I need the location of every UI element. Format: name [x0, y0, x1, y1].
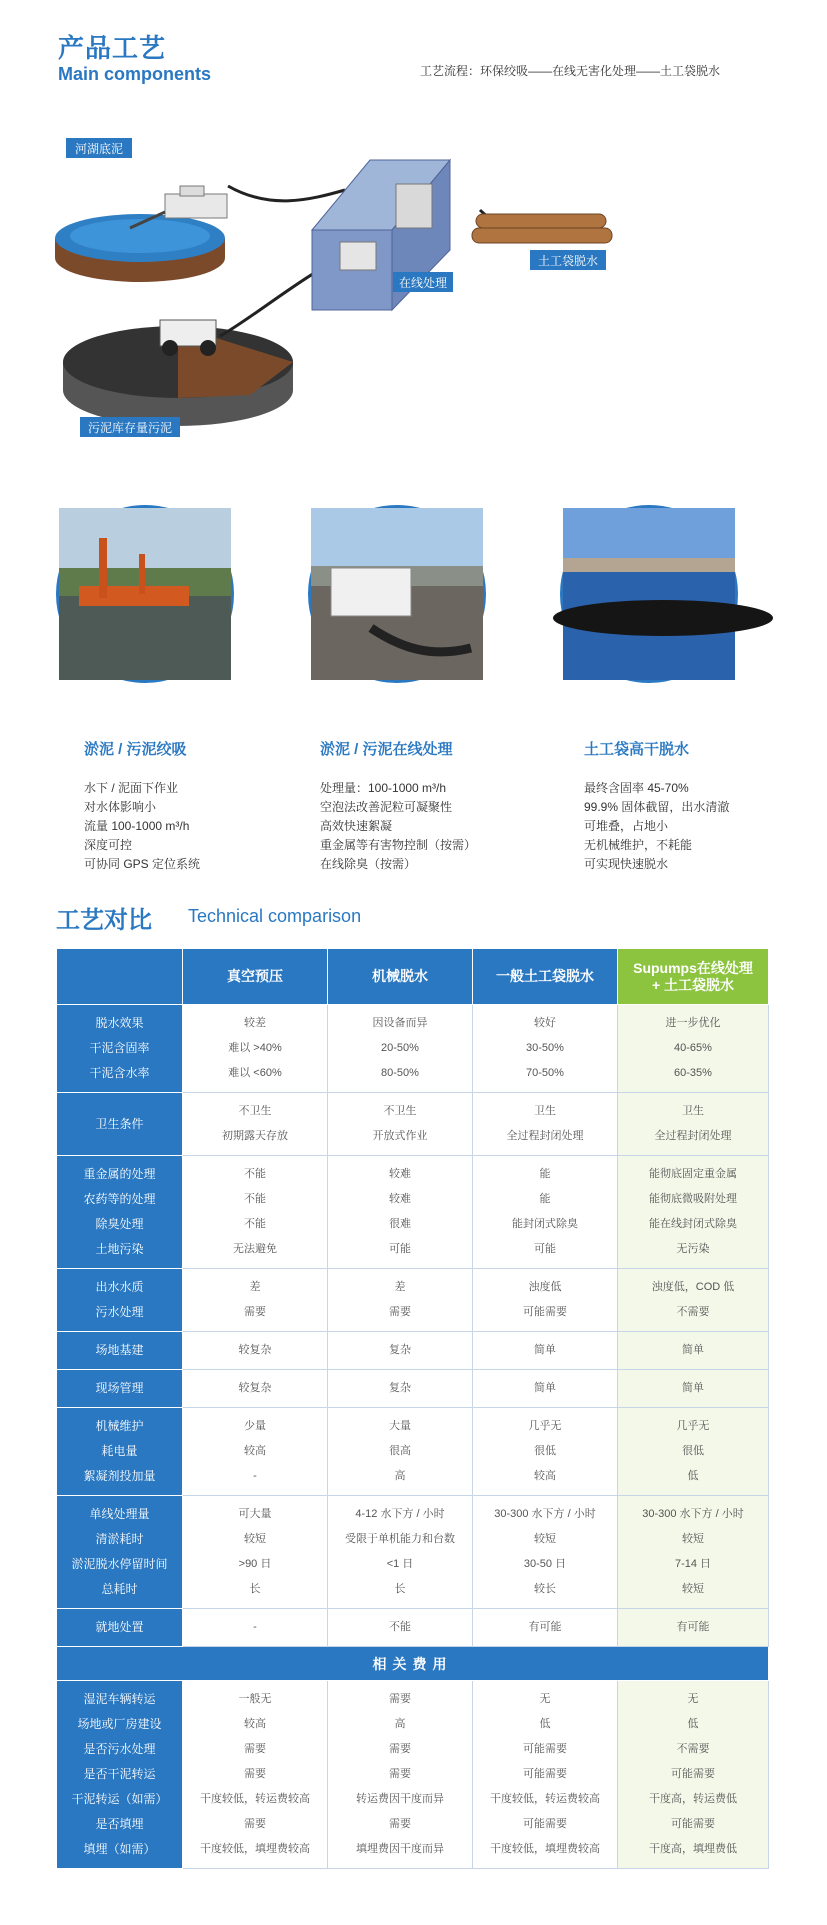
- cell-value: 可能: [389, 1243, 411, 1255]
- cell-value: 需要: [244, 1306, 266, 1318]
- feature-line: 高效快速絮凝: [320, 819, 393, 833]
- table-row: [57, 1609, 769, 1647]
- row-label: 絮凝剂投加量: [83, 1469, 156, 1483]
- table-cell: [618, 1681, 769, 1869]
- table-row: [57, 1332, 769, 1370]
- header-supumps-line1: Supumps在线处理: [633, 959, 753, 976]
- feature-geotube: [584, 738, 804, 874]
- cell-value: 较高: [244, 1445, 266, 1457]
- table-cell: [328, 1005, 473, 1093]
- table-cell: [328, 1093, 473, 1156]
- cell-value: 7-14 日: [674, 1558, 712, 1570]
- table-cell: [473, 1408, 618, 1496]
- cell-value: 不卫生: [383, 1105, 417, 1117]
- feature-line: 可堆叠，占地小: [584, 819, 669, 833]
- cell-value: 很低: [534, 1445, 556, 1457]
- header-mechanical: 机械脱水: [328, 949, 473, 1005]
- table-cell: [328, 1408, 473, 1496]
- page-title: 产品工艺: [58, 33, 167, 63]
- cell-value: -: [253, 1621, 257, 1633]
- geotube-illustration: [472, 214, 612, 243]
- feature-line: 深度可控: [84, 838, 133, 852]
- row-label-cell: [57, 1269, 183, 1332]
- cell-value: 干度较低，转运费较高: [490, 1793, 600, 1805]
- row-label-cell: [57, 1332, 183, 1370]
- cell-value: 30-50 日: [523, 1558, 567, 1570]
- comparison-table: [56, 948, 769, 1869]
- cell-value: 可能需要: [523, 1768, 567, 1780]
- table-row: [57, 1408, 769, 1496]
- feature-line: 对水体影响小: [84, 800, 157, 814]
- cell-value: 简单: [682, 1382, 704, 1394]
- row-label: 出水水质: [95, 1280, 144, 1294]
- feature-line: 无机械维护，不耗能: [584, 838, 693, 852]
- photo-online-treatment: [308, 505, 486, 683]
- cell-value: 能在线封闭式除臭: [649, 1218, 737, 1230]
- cell-value: 几乎无: [676, 1420, 710, 1432]
- cell-value: 可能需要: [523, 1306, 567, 1318]
- cell-value: >90 日: [238, 1558, 272, 1570]
- row-label: 是否干泥转运: [83, 1767, 156, 1781]
- cell-value: 无: [687, 1693, 699, 1705]
- row-label: 干泥含固率: [89, 1041, 150, 1055]
- table-cell: [183, 1408, 328, 1496]
- row-label: 农药等的处理: [83, 1192, 156, 1206]
- cell-value: 80-50%: [381, 1067, 419, 1079]
- table-cell: [183, 1005, 328, 1093]
- cell-value: 干度高，转运费低: [649, 1793, 737, 1805]
- page-subtitle: Main components: [58, 64, 212, 84]
- table-cell: [618, 1005, 769, 1093]
- cell-value: 大量: [389, 1420, 411, 1432]
- table-cell: [183, 1496, 328, 1609]
- cell-value: 能: [539, 1193, 551, 1205]
- cell-value: 卫生: [534, 1105, 556, 1117]
- feature-line: 可协同 GPS 定位系统: [84, 857, 201, 871]
- row-label: 是否填埋: [95, 1817, 144, 1831]
- cell-value: 较长: [534, 1583, 556, 1595]
- cell-value: 干度较低，转运费较高: [200, 1793, 310, 1805]
- row-label-cell: [57, 1681, 183, 1869]
- table-cell: [328, 1332, 473, 1370]
- photo-geotube: [560, 505, 738, 683]
- table-cell: [328, 1370, 473, 1408]
- table-cell: [473, 1005, 618, 1093]
- comparison-subtitle: Technical comparison: [188, 906, 362, 926]
- table-cell: [473, 1156, 618, 1269]
- feature-dredging: [84, 738, 304, 874]
- row-label-cell: [57, 1005, 183, 1093]
- row-label: 土地污染: [95, 1242, 144, 1256]
- cell-value: 干度高，填埋费低: [649, 1843, 737, 1855]
- cell-value: 浊度低，COD 低: [651, 1281, 735, 1293]
- table-cell: [183, 1681, 328, 1869]
- feature-line: 空泡法改善泥粒可凝聚性: [320, 800, 453, 814]
- cell-value: 不需要: [676, 1306, 710, 1318]
- row-label: 填埋（如需）: [83, 1842, 156, 1856]
- cell-value: 复杂: [389, 1382, 411, 1394]
- cell-value: 低: [687, 1718, 699, 1730]
- cell-value: 较短: [682, 1583, 704, 1595]
- header-geotube: 一般土工袋脱水: [473, 949, 618, 1005]
- table-header-row: [57, 949, 769, 1005]
- cell-value: 较难: [389, 1193, 411, 1205]
- feature-line: 水下 / 泥面下作业: [84, 781, 179, 795]
- cell-value: 需要: [244, 1743, 266, 1755]
- cell-value: 不能: [244, 1168, 266, 1180]
- cell-value: 能: [539, 1168, 551, 1180]
- cell-value: 较短: [534, 1533, 556, 1545]
- cell-value: 不卫生: [238, 1105, 272, 1117]
- table-row: [57, 1370, 769, 1408]
- cell-value: -: [253, 1470, 257, 1482]
- cell-value: 需要: [244, 1768, 266, 1780]
- cell-value: 需要: [389, 1306, 411, 1318]
- row-label: 卫生条件: [95, 1116, 144, 1131]
- cell-value: 浊度低: [528, 1281, 562, 1293]
- row-label: 场地或厂房建设: [77, 1717, 162, 1731]
- row-label: 脱水效果: [95, 1016, 144, 1030]
- cell-value: 70-50%: [526, 1067, 564, 1079]
- cell-value: 长: [394, 1583, 406, 1595]
- header-supumps: [618, 949, 769, 1005]
- row-label-cell: [57, 1408, 183, 1496]
- table-cell: [183, 1093, 328, 1156]
- table-cell: [473, 1269, 618, 1332]
- row-label: 干泥含水率: [89, 1066, 150, 1080]
- cell-value: 不能: [389, 1621, 411, 1633]
- cell-value: 差: [394, 1281, 406, 1293]
- cell-value: 4-12 水下方 / 小时: [355, 1508, 445, 1520]
- row-label: 湿泥车辆转运: [83, 1692, 156, 1706]
- cell-value: 较复杂: [238, 1344, 272, 1356]
- cell-value: 需要: [389, 1743, 411, 1755]
- cell-value: 很难: [389, 1218, 411, 1230]
- cell-value: 无污染: [676, 1243, 710, 1255]
- cell-value: 20-50%: [381, 1042, 419, 1054]
- feature-line: 99.9% 固体截留，出水清澈: [584, 800, 730, 814]
- cell-value: 差: [249, 1281, 261, 1293]
- table-cell: [328, 1156, 473, 1269]
- cell-value: 因设备而异: [372, 1017, 428, 1029]
- cost-divider-row: [57, 1647, 769, 1681]
- cell-value: 高: [394, 1718, 406, 1730]
- row-label: 就地处置: [95, 1620, 144, 1634]
- cell-value: 填埋费因干度而异: [356, 1843, 444, 1855]
- cell-value: <1 日: [386, 1558, 414, 1570]
- cell-value: 较难: [389, 1168, 411, 1180]
- row-label: 淤泥脱水停留时间: [71, 1557, 168, 1571]
- cell-value: 进一步优化: [665, 1017, 721, 1029]
- cell-value: 低: [539, 1718, 551, 1730]
- row-label: 重金属的处理: [83, 1167, 156, 1181]
- label-geotube: 土工袋脱水: [537, 254, 599, 268]
- cell-value: 30-300 水下方 / 小时: [494, 1508, 596, 1520]
- table-cell: [618, 1269, 769, 1332]
- row-label: 干泥转运（如需）: [71, 1792, 168, 1806]
- cell-value: 需要: [389, 1693, 411, 1705]
- cell-value: 不能: [244, 1193, 266, 1205]
- header-supumps-line2: + 土工袋脱水: [651, 976, 735, 993]
- row-label-cell: [57, 1093, 183, 1156]
- feature-title: 土工袋高干脱水: [584, 741, 690, 758]
- cell-value: 简单: [682, 1344, 704, 1356]
- label-river: 河湖底泥: [74, 142, 124, 156]
- cell-value: 不需要: [676, 1743, 710, 1755]
- row-label-cell: [57, 1496, 183, 1609]
- cell-value: 较高: [534, 1470, 556, 1482]
- cell-value: 60-35%: [674, 1067, 712, 1079]
- cell-value: 较复杂: [238, 1382, 272, 1394]
- cell-value: 不能: [244, 1218, 266, 1230]
- cell-value: 较好: [534, 1017, 556, 1029]
- row-label: 是否污水处理: [83, 1742, 156, 1756]
- table-cell: [183, 1609, 328, 1647]
- cell-value: 很低: [682, 1445, 704, 1457]
- table-cell: [618, 1408, 769, 1496]
- cell-value: 无法避免: [233, 1243, 277, 1255]
- cell-value: 开放式作业: [372, 1130, 428, 1142]
- row-label: 场地基建: [95, 1343, 144, 1357]
- cell-value: 30-300 水下方 / 小时: [642, 1508, 744, 1520]
- table-cell: [328, 1609, 473, 1647]
- cell-value: 能封闭式除臭: [512, 1218, 578, 1230]
- feature-line: 处理量：100-1000 m³/h: [320, 781, 447, 795]
- table-cell: [473, 1496, 618, 1609]
- cell-value: 全过程封闭处理: [506, 1130, 584, 1142]
- process-flow-text: 工艺流程：环保绞吸——在线无害化处理——土工袋脱水: [420, 64, 721, 78]
- table-cell: [473, 1681, 618, 1869]
- table-cell: [618, 1093, 769, 1156]
- row-label: 机械维护: [95, 1419, 144, 1433]
- cell-value: 有可能: [528, 1621, 562, 1633]
- cell-value: 可能: [534, 1243, 556, 1255]
- cell-value: 需要: [244, 1818, 266, 1830]
- table-cell: [618, 1156, 769, 1269]
- row-label-cell: [57, 1609, 183, 1647]
- table-cell: [328, 1681, 473, 1869]
- cell-value: 复杂: [389, 1344, 411, 1356]
- table-cell: [473, 1609, 618, 1647]
- cell-value: 可能需要: [523, 1743, 567, 1755]
- cell-value: 全过程封闭处理: [654, 1130, 732, 1142]
- row-label: 污水处理: [95, 1305, 144, 1319]
- cell-value: 长: [249, 1583, 261, 1595]
- table-cell: [183, 1269, 328, 1332]
- cell-value: 受限于单机能力和台数: [345, 1533, 455, 1545]
- cost-section-title: 相关费用: [57, 1647, 769, 1681]
- table-cell: [183, 1370, 328, 1408]
- row-label: 清淤耗时: [95, 1532, 144, 1546]
- cell-value: 简单: [534, 1344, 556, 1356]
- cell-value: 卫生: [682, 1105, 704, 1117]
- cell-value: 较高: [244, 1718, 266, 1730]
- cell-value: 可大量: [238, 1508, 272, 1520]
- feature-title: 淤泥 / 污泥在线处理: [320, 741, 453, 758]
- river-sediment-illustration: [55, 186, 227, 282]
- row-label: 总耗时: [101, 1582, 138, 1596]
- row-label: 除臭处理: [95, 1217, 144, 1231]
- table-cell: [618, 1609, 769, 1647]
- table-row: [57, 1681, 769, 1869]
- table-cell: [328, 1496, 473, 1609]
- table-row: [57, 1093, 769, 1156]
- row-label: 单线处理量: [89, 1507, 150, 1521]
- row-label: 现场管理: [95, 1381, 144, 1395]
- cell-value: 高: [394, 1470, 406, 1482]
- cell-value: 很高: [389, 1445, 411, 1457]
- label-online: 在线处理: [398, 276, 448, 290]
- cell-value: 无: [539, 1693, 551, 1705]
- table-cell: [183, 1332, 328, 1370]
- cell-value: 简单: [534, 1382, 556, 1394]
- cell-value: 能彻底固定重金属: [649, 1168, 737, 1180]
- feature-line: 重金属等有害物控制（按需）: [320, 838, 477, 852]
- cell-value: 可能需要: [523, 1818, 567, 1830]
- sludge-storage-illustration: [63, 320, 293, 426]
- cell-value: 干度较低，填埋费较高: [200, 1843, 310, 1855]
- table-cell: [328, 1269, 473, 1332]
- feature-line: 流量 100-1000 m³/h: [84, 819, 190, 833]
- cell-value: 较短: [682, 1533, 704, 1545]
- row-label: 耗电量: [101, 1444, 138, 1458]
- cell-value: 初期露天存放: [222, 1130, 288, 1142]
- cell-value: 转运费因干度而异: [356, 1793, 444, 1805]
- table-cell: [183, 1156, 328, 1269]
- row-label-cell: [57, 1370, 183, 1408]
- table-cell: [473, 1093, 618, 1156]
- cell-value: 30-50%: [526, 1042, 564, 1054]
- cell-value: 几乎无: [528, 1420, 562, 1432]
- cell-value: 干度较低，填埋费较高: [490, 1843, 600, 1855]
- cell-value: 一般无: [238, 1693, 272, 1705]
- cell-value: 较差: [244, 1017, 266, 1029]
- header-vacuum: 真空预压: [183, 949, 328, 1005]
- cell-value: 可能需要: [671, 1768, 715, 1780]
- table-row: [57, 1156, 769, 1269]
- cell-value: 少量: [244, 1420, 266, 1432]
- cell-value: 需要: [389, 1818, 411, 1830]
- comparison-title: 工艺对比: [56, 907, 152, 934]
- cell-value: 有可能: [676, 1621, 710, 1633]
- table-cell: [473, 1370, 618, 1408]
- row-label-cell: [57, 1156, 183, 1269]
- cell-value: 难以 >40%: [228, 1042, 282, 1054]
- feature-online-treatment: [320, 738, 540, 874]
- cell-value: 需要: [389, 1768, 411, 1780]
- label-storage: 污泥库存量污泥: [87, 421, 173, 435]
- process-diagram: [50, 142, 770, 450]
- photo-dredging: [56, 505, 234, 683]
- feature-line: 最终含固率 45-70%: [584, 781, 689, 795]
- cell-value: 能彻底微吸附处理: [649, 1193, 737, 1205]
- feature-title: 淤泥 / 污泥绞吸: [84, 741, 187, 758]
- cell-value: 较短: [244, 1533, 266, 1545]
- table-cell: [618, 1496, 769, 1609]
- table-row: [57, 1269, 769, 1332]
- table-cell: [618, 1332, 769, 1370]
- table-row: [57, 1005, 769, 1093]
- table-cell: [618, 1370, 769, 1408]
- feature-line: 在线除臭（按需）: [320, 857, 417, 871]
- cell-value: 难以 <60%: [228, 1067, 282, 1079]
- feature-line: 可实现快速脱水: [584, 857, 669, 871]
- cell-value: 可能需要: [671, 1818, 715, 1830]
- cell-value: 低: [687, 1470, 699, 1482]
- cell-value: 40-65%: [674, 1042, 712, 1054]
- header-blank: [57, 949, 183, 1005]
- table-cell: [473, 1332, 618, 1370]
- table-row: [57, 1496, 769, 1609]
